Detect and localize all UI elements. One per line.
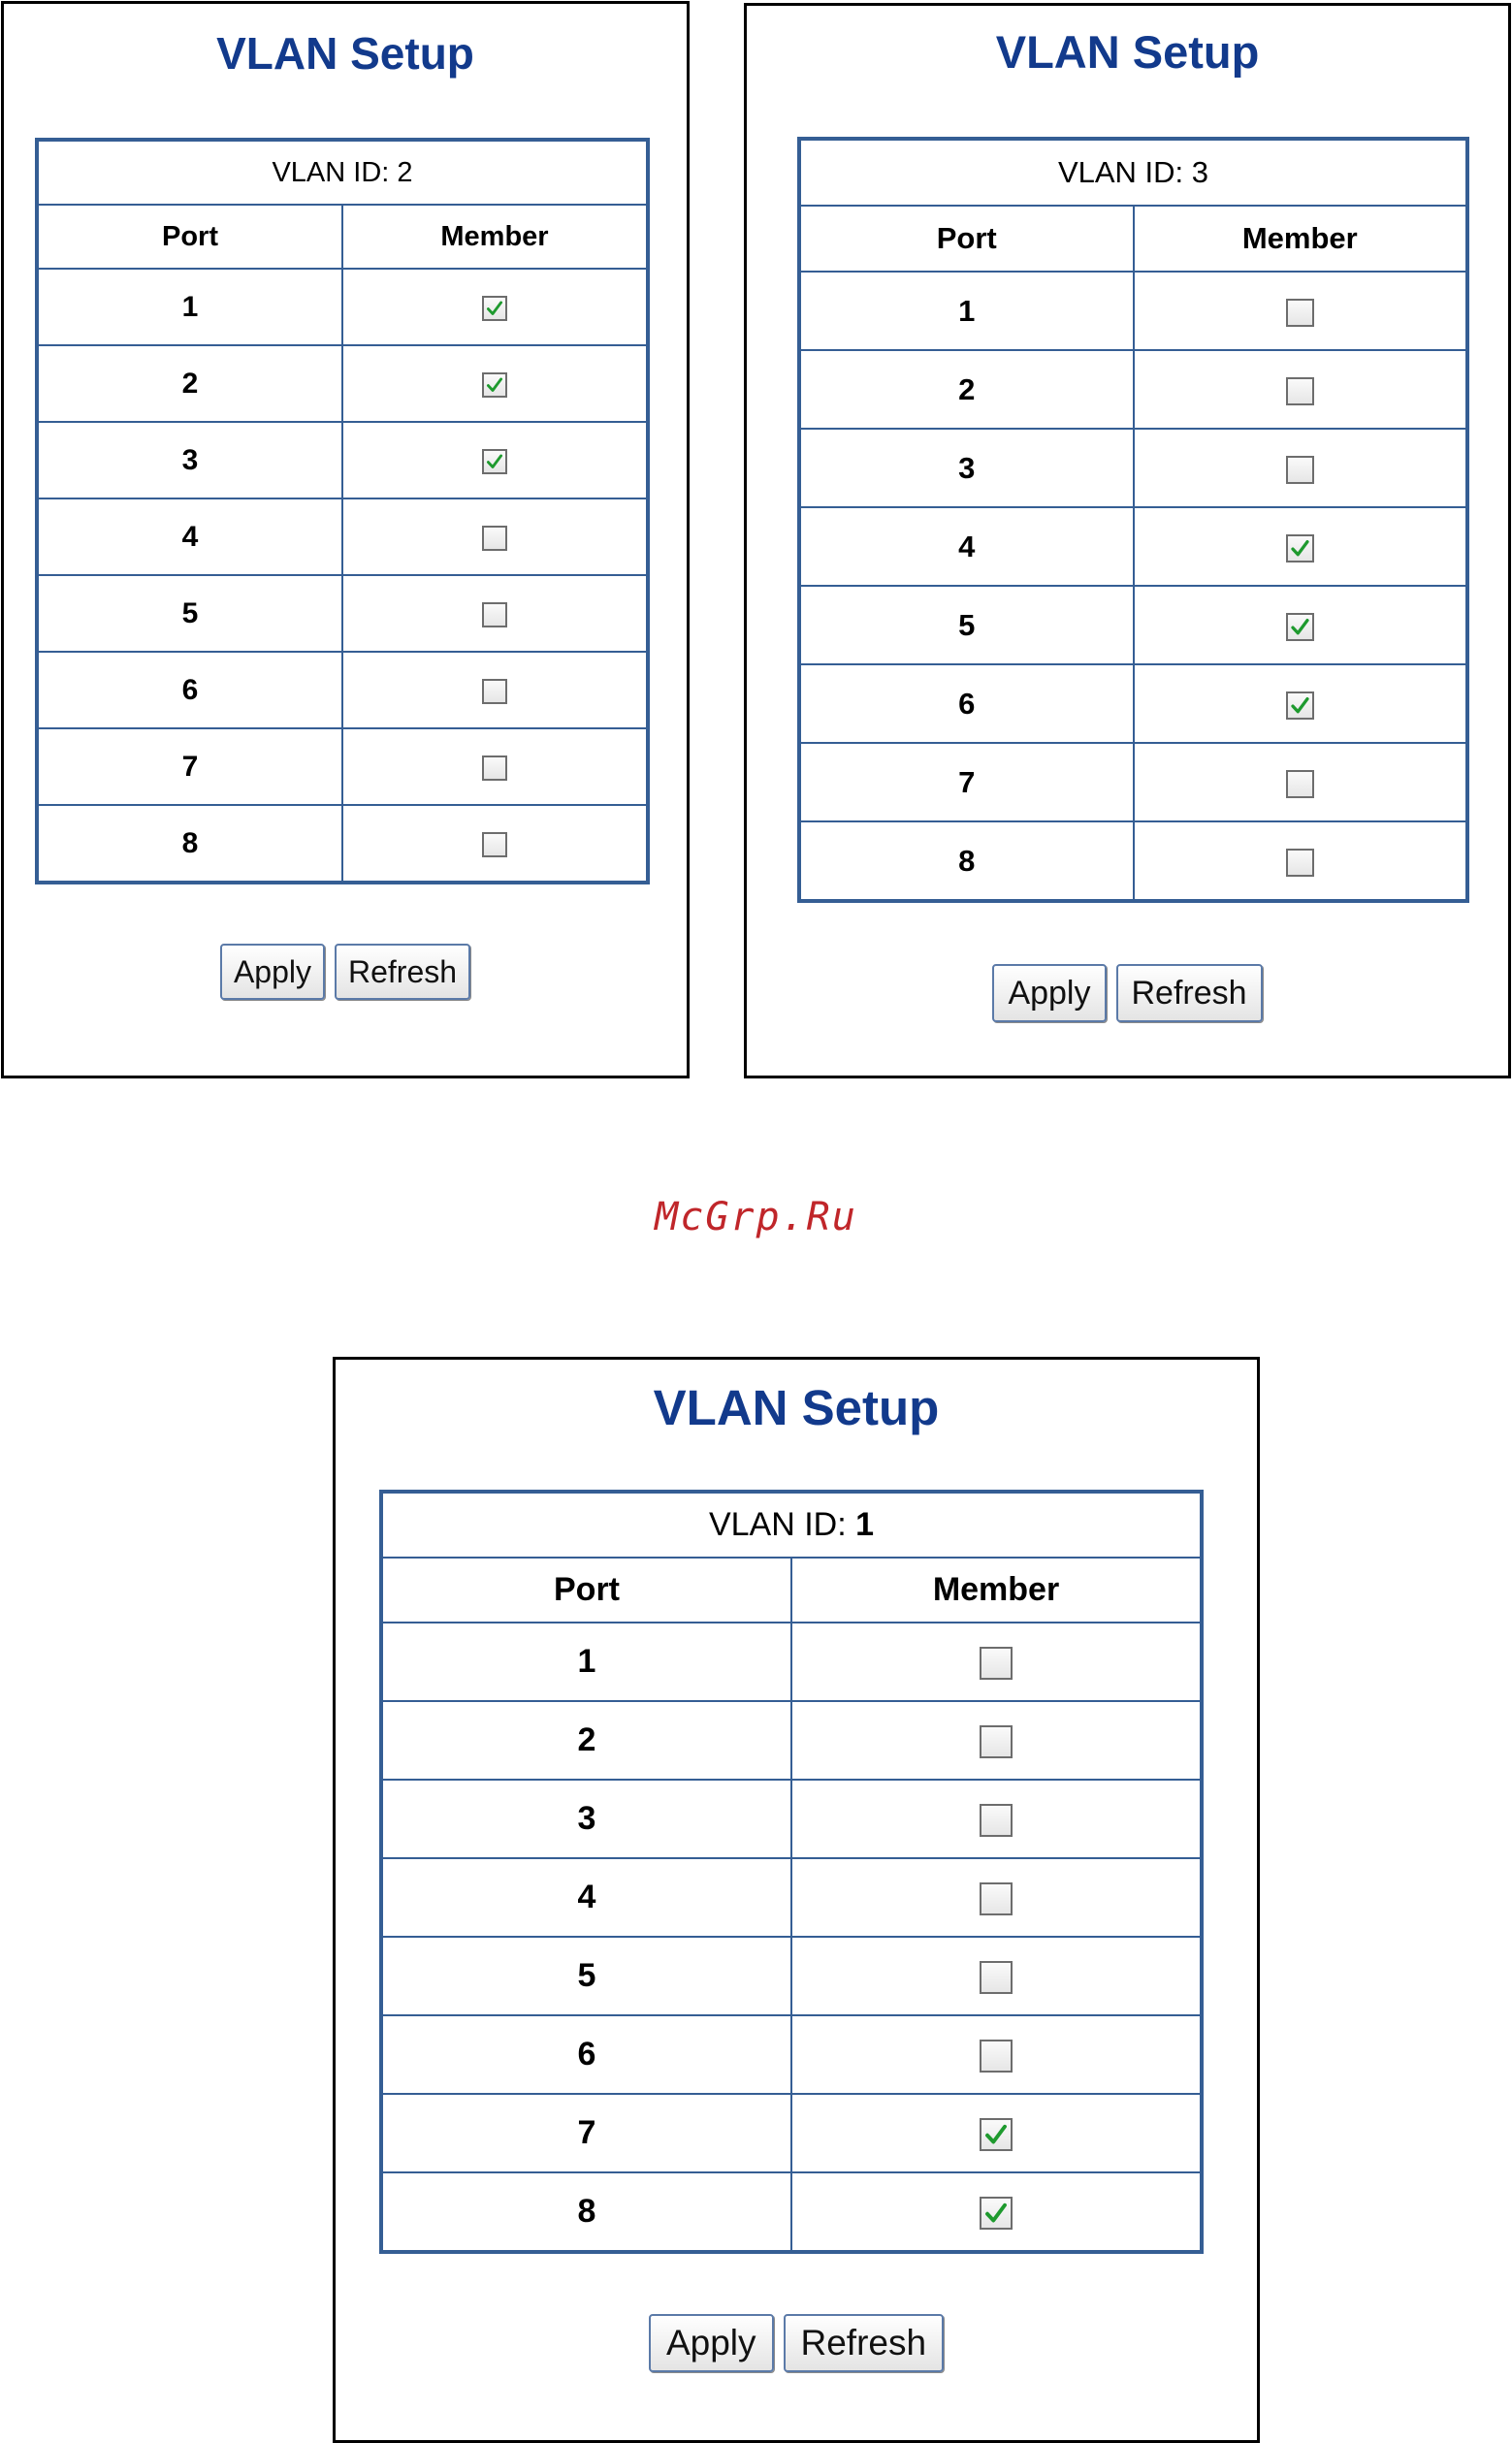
member-cell (791, 2094, 1202, 2172)
port-number: 1 (799, 272, 1134, 350)
port-number: 8 (381, 2172, 791, 2252)
port-number: 3 (37, 422, 342, 498)
member-checkbox[interactable] (1286, 377, 1314, 405)
vlan-member-table (35, 138, 650, 884)
port-row (799, 350, 1467, 429)
port-row (37, 269, 648, 345)
port-row (799, 507, 1467, 586)
member-column-header: Member (342, 205, 648, 269)
port-number: 2 (37, 345, 342, 422)
member-cell (342, 805, 648, 883)
member-checkbox[interactable] (482, 526, 507, 551)
port-row (381, 2172, 1202, 2252)
checkmark-icon (484, 298, 505, 319)
checkmark-icon (981, 2120, 1011, 2149)
port-row (37, 652, 648, 728)
vlan-setup-panel-vlan1 (333, 1357, 1260, 2443)
port-row (381, 1858, 1202, 1937)
member-checkbox[interactable] (980, 2118, 1013, 2151)
port-number: 2 (381, 1701, 791, 1780)
member-checkbox[interactable] (980, 1882, 1013, 1915)
member-checkbox[interactable] (482, 449, 507, 474)
member-cell (342, 498, 648, 575)
refresh-button[interactable]: Refresh (1116, 964, 1263, 1022)
port-number: 7 (37, 728, 342, 805)
port-row (37, 805, 648, 883)
port-number: 1 (37, 269, 342, 345)
port-number: 6 (37, 652, 342, 728)
member-cell (791, 1780, 1202, 1858)
watermark-text: McGrp.Ru (655, 1195, 857, 1239)
member-checkbox[interactable] (980, 1804, 1013, 1837)
member-cell (342, 728, 648, 805)
member-cell (1134, 821, 1468, 901)
member-cell (1134, 586, 1468, 664)
member-cell (342, 422, 648, 498)
member-cell (1134, 664, 1468, 743)
port-row (37, 345, 648, 422)
checkmark-icon (484, 374, 505, 396)
vlan-id-value: 1 (855, 1506, 875, 1543)
port-column-header: Port (381, 1558, 791, 1623)
port-number: 7 (799, 743, 1134, 821)
page-title: VLAN Setup (653, 1380, 940, 1435)
port-row (381, 1701, 1202, 1780)
refresh-button[interactable]: Refresh (335, 944, 470, 1000)
button-bar (336, 2314, 1257, 2372)
port-row (799, 821, 1467, 901)
member-checkbox[interactable] (482, 602, 507, 627)
port-row (799, 429, 1467, 507)
member-cell (342, 269, 648, 345)
port-rows (799, 272, 1467, 901)
member-cell (791, 1701, 1202, 1780)
port-row (381, 2094, 1202, 2172)
refresh-button[interactable]: Refresh (784, 2314, 945, 2372)
port-number: 5 (37, 575, 342, 652)
port-number: 8 (799, 821, 1134, 901)
checkmark-icon (1288, 693, 1312, 718)
port-number: 2 (799, 350, 1134, 429)
member-cell (791, 2015, 1202, 2094)
vlan-id-value: 3 (1191, 155, 1209, 189)
button-bar (747, 964, 1508, 1022)
apply-button[interactable]: Apply (649, 2314, 774, 2372)
checkmark-icon (981, 2199, 1011, 2228)
member-cell (342, 345, 648, 422)
member-cell (791, 2172, 1202, 2252)
port-row (381, 1623, 1202, 1701)
vlan-member-table (379, 1490, 1204, 2254)
member-checkbox[interactable] (980, 2040, 1013, 2073)
member-column-header: Member (791, 1558, 1202, 1623)
port-number: 4 (381, 1858, 791, 1937)
member-checkbox[interactable] (980, 1647, 1013, 1680)
port-row (381, 1780, 1202, 1858)
member-checkbox[interactable] (482, 679, 507, 704)
apply-button[interactable]: Apply (992, 964, 1106, 1022)
member-checkbox[interactable] (980, 1961, 1013, 1994)
member-checkbox[interactable] (1286, 691, 1314, 720)
port-number: 7 (381, 2094, 791, 2172)
port-column-header: Port (37, 205, 342, 269)
member-column-header: Member (1134, 206, 1468, 272)
member-checkbox[interactable] (980, 2197, 1013, 2230)
port-column-header: Port (799, 206, 1134, 272)
member-checkbox[interactable] (1286, 534, 1314, 563)
member-checkbox[interactable] (482, 832, 507, 857)
member-checkbox[interactable] (482, 296, 507, 321)
member-cell (791, 1937, 1202, 2015)
port-number: 1 (381, 1623, 791, 1701)
port-row (37, 422, 648, 498)
vlan-id-cell (799, 139, 1467, 206)
member-checkbox[interactable] (1286, 770, 1314, 798)
vlan-id-cell (37, 140, 648, 205)
member-cell (1134, 743, 1468, 821)
vlan-id-value: 2 (397, 156, 413, 188)
port-row (381, 1937, 1202, 2015)
vlan-id-label: VLAN ID: (1057, 155, 1192, 189)
port-number: 5 (799, 586, 1134, 664)
port-row (381, 2015, 1202, 2094)
vlan-setup-panel-vlan2 (1, 1, 690, 1078)
apply-button[interactable]: Apply (220, 944, 325, 1000)
port-number: 4 (799, 507, 1134, 586)
member-checkbox[interactable] (980, 1725, 1013, 1758)
member-cell (1134, 429, 1468, 507)
vlan-id-label: VLAN ID: (272, 156, 398, 188)
port-row (37, 498, 648, 575)
port-number: 3 (799, 429, 1134, 507)
port-row (799, 743, 1467, 821)
port-number: 5 (381, 1937, 791, 2015)
vlan-id-cell (381, 1492, 1202, 1558)
vlan-setup-panel-vlan3 (744, 3, 1511, 1078)
member-checkbox[interactable] (1286, 849, 1314, 877)
port-number: 4 (37, 498, 342, 575)
port-number: 8 (37, 805, 342, 883)
member-cell (342, 652, 648, 728)
member-checkbox[interactable] (1286, 613, 1314, 641)
member-checkbox[interactable] (482, 372, 507, 398)
port-rows (381, 1623, 1202, 2252)
port-number: 6 (799, 664, 1134, 743)
port-row (37, 728, 648, 805)
member-checkbox[interactable] (482, 755, 507, 781)
port-row (37, 575, 648, 652)
port-number: 6 (381, 2015, 791, 2094)
member-cell (1134, 350, 1468, 429)
port-row (799, 272, 1467, 350)
member-checkbox[interactable] (1286, 456, 1314, 484)
checkmark-icon (1288, 536, 1312, 561)
member-cell (1134, 272, 1468, 350)
checkmark-icon (1288, 615, 1312, 639)
port-row (799, 586, 1467, 664)
vlan-member-table (797, 137, 1469, 903)
member-cell (1134, 507, 1468, 586)
port-row (799, 664, 1467, 743)
member-cell (791, 1858, 1202, 1937)
member-checkbox[interactable] (1286, 299, 1314, 327)
page-title: VLAN Setup (995, 26, 1260, 78)
checkmark-icon (484, 451, 505, 472)
member-cell (342, 575, 648, 652)
member-cell (791, 1623, 1202, 1701)
port-number: 3 (381, 1780, 791, 1858)
port-rows (37, 269, 648, 883)
vlan-id-label: VLAN ID: (708, 1506, 856, 1543)
button-bar (4, 944, 687, 1000)
page-title: VLAN Setup (216, 28, 474, 79)
